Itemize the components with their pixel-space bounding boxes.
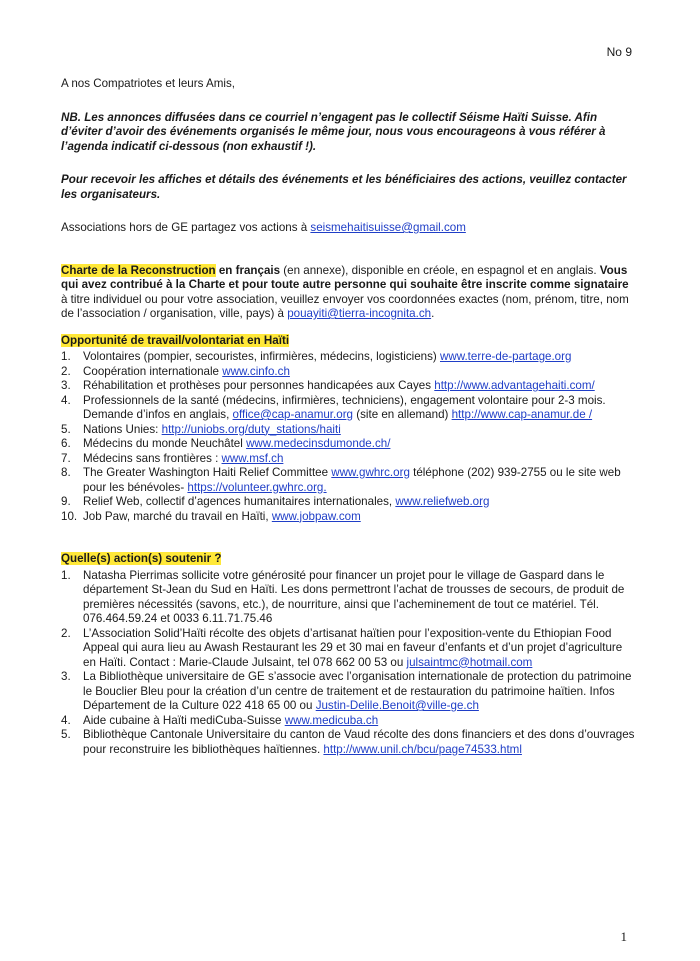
list-item: 6. Médecins du monde Neuchâtel www.medecinsdumonde.ch/ bbox=[61, 437, 391, 450]
item-link[interactable]: office@cap-anamur.org bbox=[232, 408, 354, 421]
list-item: 10. Job Paw, marché du travail en Haïti, www.jobpaw.com bbox=[61, 509, 361, 523]
opportunities-heading: Opportunité de travail/volontariat en Haïti bbox=[61, 333, 290, 347]
document-body bbox=[61, 77, 636, 757]
item-link[interactable]: www.cinfo.ch bbox=[222, 364, 290, 378]
item-link-secondary[interactable]: http://www.cap-anamur.de / bbox=[451, 408, 593, 421]
actions-list bbox=[61, 569, 636, 758]
list-item: 8. The Greater Washington Haiti Relief Committee www.gwhrc.org téléphone (202) 939-2755 ou le site web pour les bénévoles- https://volunteer.gwhrc.org. bbox=[61, 466, 621, 494]
item-link[interactable]: http://www.unil.ch/bcu/page74533.html bbox=[323, 742, 522, 756]
item-link[interactable]: julsaintmc@hotmail.com bbox=[406, 655, 533, 669]
list-item: 3. Réhabilitation et prothèses pour personnes handicapées aux Cayes http://www.advantagehaiti.com/ bbox=[61, 379, 595, 392]
list-item: 5. Nations Unies: http://uniobs.org/duty_stations/haiti bbox=[61, 422, 341, 436]
charte-highlight: Charte de la Reconstruction bbox=[61, 263, 216, 277]
posters-notice: Pour recevoir les affiches et détails des événements et les bénéficiaires des actions, veuillez contacter les organisateurs. bbox=[61, 173, 627, 201]
opportunities-list bbox=[61, 350, 636, 524]
charte-email-link[interactable]: pouayiti@tierra-incognita.ch bbox=[287, 307, 432, 320]
item-link[interactable]: Justin-Delile.Benoit@ville-ge.ch bbox=[315, 699, 479, 712]
list-item: 4. Aide cubaine à Haïti mediCuba-Suisse www.medicuba.ch bbox=[61, 713, 379, 727]
item-link-secondary[interactable]: https://volunteer.gwhrc.org. bbox=[187, 480, 327, 494]
charte-paragraph: Charte de la Reconstruction en français (en annexe), disponible en créole, en espagnol et en anglais. Vous qui avez contribué à la Charte et pour toute autre personne qui souhaite être inscrite comme signataire à titre individuel ou pour votre association, veuillez envoyer vos coordonnées exactes (nom, prénom, titre, nom de l’association / organisation, ville, pays) à pouayiti@tierra-incognita.ch. bbox=[61, 263, 629, 320]
list-item: 9. Relief Web, collectif d’agences humanitaires internationales, www.reliefweb.org bbox=[61, 495, 490, 508]
item-link[interactable]: www.msf.ch bbox=[221, 451, 284, 465]
list-item: 5. Bibliothèque Cantonale Universitaire du canton de Vaud récolte des dons financiers et des dons d’ouvrages pour reconstruire les bibliothèques haïtiennes. http://www.unil.ch/bcu/page74533.html bbox=[61, 728, 635, 756]
actions-heading: Quelle(s) action(s) soutenir ? bbox=[61, 552, 222, 565]
item-link[interactable]: www.medicuba.ch bbox=[284, 713, 379, 727]
nb-notice: NB. Les annonces diffusées dans ce courriel n’engagent pas le collectif Séisme Haïti Suisse. Afin d’éviter d’avoir des événements organisés le même jour, nous vous encourageons à vous référer à l’agenda indicatif ci-dessous (non exhaustif !). bbox=[61, 110, 606, 153]
item-link[interactable]: www.reliefweb.org bbox=[395, 495, 490, 508]
item-link[interactable]: http://www.advantagehaiti.com/ bbox=[434, 379, 595, 392]
list-item: 4. Professionnels de la santé (médecins, infirmières, techniciens), engagement volontaire pour 2-3 mois. Demande d’infos en anglais, office@cap-anamur.org (site en allemand) http://www.cap-anamur.de / bbox=[61, 393, 606, 421]
list-item: 2. Coopération internationale www.cinfo.ch bbox=[61, 364, 290, 378]
item-link[interactable]: www.gwhrc.org bbox=[331, 466, 410, 479]
list-item: 2. L’Association Solid’Haïti récolte des objets d’artisanat haïtien pour l’exposition-vente du Ethiopian Food Appeal qui aura lieu au Awash Restaurant les 29 et 30 mai en faveur d’enfants et d’un projet d’agriculture en Haïti. Contact : Marie-Claude Julsaint, tel 078 662 00 53 ou julsaintmc@hotmail.com bbox=[61, 626, 623, 669]
page-number: 1 bbox=[620, 929, 627, 944]
item-link[interactable]: www.terre-de-partage.org bbox=[439, 350, 572, 363]
item-link[interactable]: http://uniobs.org/duty_stations/haiti bbox=[161, 422, 341, 436]
greeting: A nos Compatriotes et leurs Amis, bbox=[61, 77, 235, 90]
item-link[interactable]: www.medecinsdumonde.ch/ bbox=[246, 437, 391, 450]
list-item: 1. Volontaires (pompier, secouristes, infirmières, médecins, logisticiens) www.terre-de-partage.org bbox=[61, 350, 572, 363]
document-number: No 9 bbox=[606, 45, 632, 59]
list-item: 3. La Bibliothèque universitaire de GE s’associe avec l’organisation internationale de protection du patrimoine le Bouclier Bleu pour la création d’un centre de traitement et de restauration du patrimoine haïtien. Infos Département de la Culture 022 418 65 00 ou Justin-Delile.Benoit@ville-ge.ch bbox=[61, 670, 632, 712]
associations-email-link[interactable]: seismehaitisuisse@gmail.com bbox=[310, 221, 466, 234]
item-link[interactable]: www.jobpaw.com bbox=[271, 509, 361, 523]
list-item: 7. Médecins sans frontières : www.msf.ch bbox=[61, 451, 284, 465]
associations-line: Associations hors de GE partagez vos actions à seismehaitisuisse@gmail.com bbox=[61, 221, 466, 234]
list-item: 1. Natasha Pierrimas sollicite votre générosité pour financer un projet pour le village de Gaspard dans le département St-Jean du Sud en Haïti. Les dons permettront l’achat de trousses de secours, de produit de premières nécessités (savons, etc.), de nourriture, ainsi que l’acheminement de tout ce matériel. Tél. 076.464.59.24 et 0033 6.11.71.75.46 bbox=[61, 568, 625, 625]
